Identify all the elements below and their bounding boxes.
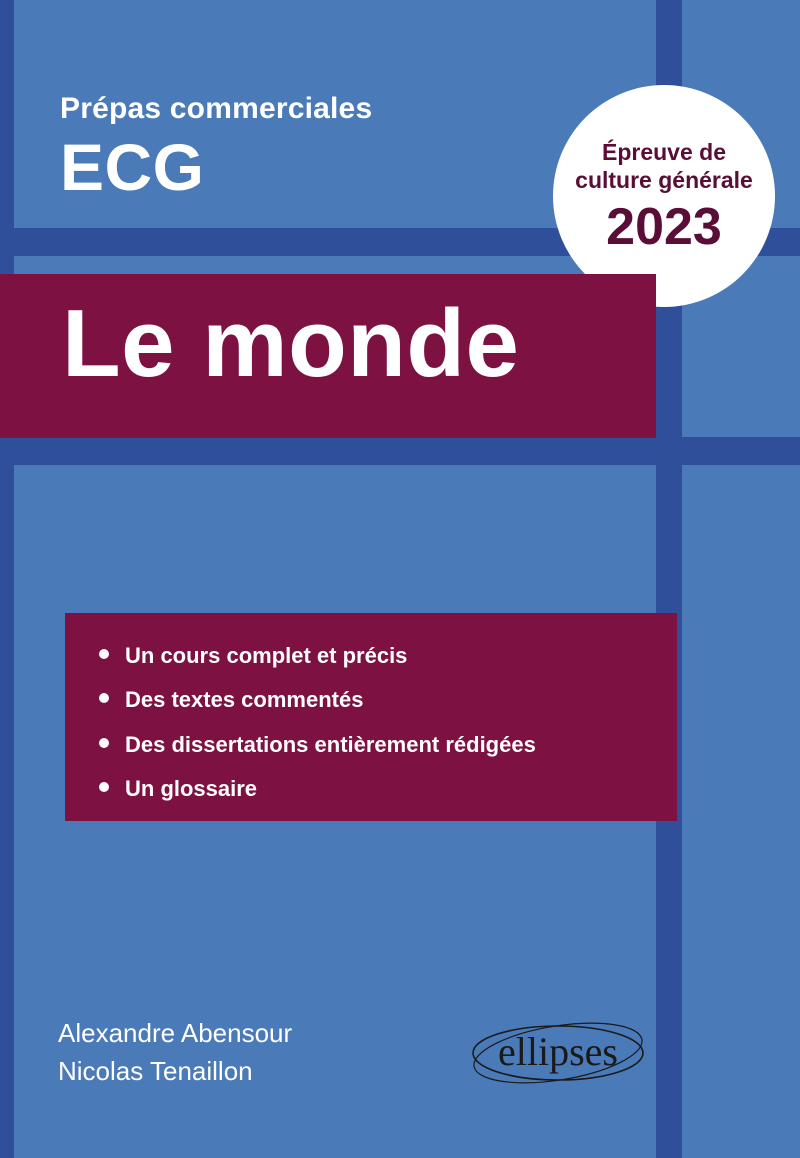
decorative-horizontal-stripe-bottom: [0, 437, 800, 465]
series-label: Prépas commerciales: [60, 92, 373, 125]
feature-label: Un glossaire: [125, 776, 258, 802]
bullet-icon: [99, 649, 109, 659]
page-title: Le monde: [62, 290, 520, 397]
authors: [58, 1015, 292, 1090]
feature-label: Des dissertations entièrement rédigées: [125, 731, 536, 757]
bullet-icon: [99, 738, 109, 748]
list-item: [99, 687, 643, 713]
svg-text:ellipses: ellipses: [498, 1029, 618, 1074]
bullet-icon: [99, 782, 109, 792]
author-name: Alexandre Abensour: [58, 1018, 293, 1048]
series-code: ECG: [60, 130, 205, 204]
list-item: [99, 776, 643, 802]
list-item: [99, 732, 643, 758]
series-heading: [60, 92, 580, 202]
features-box: [65, 613, 677, 821]
author-name: Nicolas Tenaillon: [58, 1055, 253, 1086]
ellipses-logo-icon: [470, 1008, 650, 1098]
feature-label: Des textes commentés: [125, 687, 364, 713]
bullet-icon: [99, 693, 109, 703]
badge-line-2: culture générale: [575, 166, 753, 193]
publisher-logo: [470, 1008, 650, 1098]
decorative-vertical-stripe-left: [0, 0, 14, 1158]
badge-year: 2023: [606, 197, 722, 256]
list-item: [99, 643, 643, 669]
badge-line-1: Épreuve de: [602, 138, 726, 165]
feature-label: Un cours complet et précis: [125, 643, 408, 668]
